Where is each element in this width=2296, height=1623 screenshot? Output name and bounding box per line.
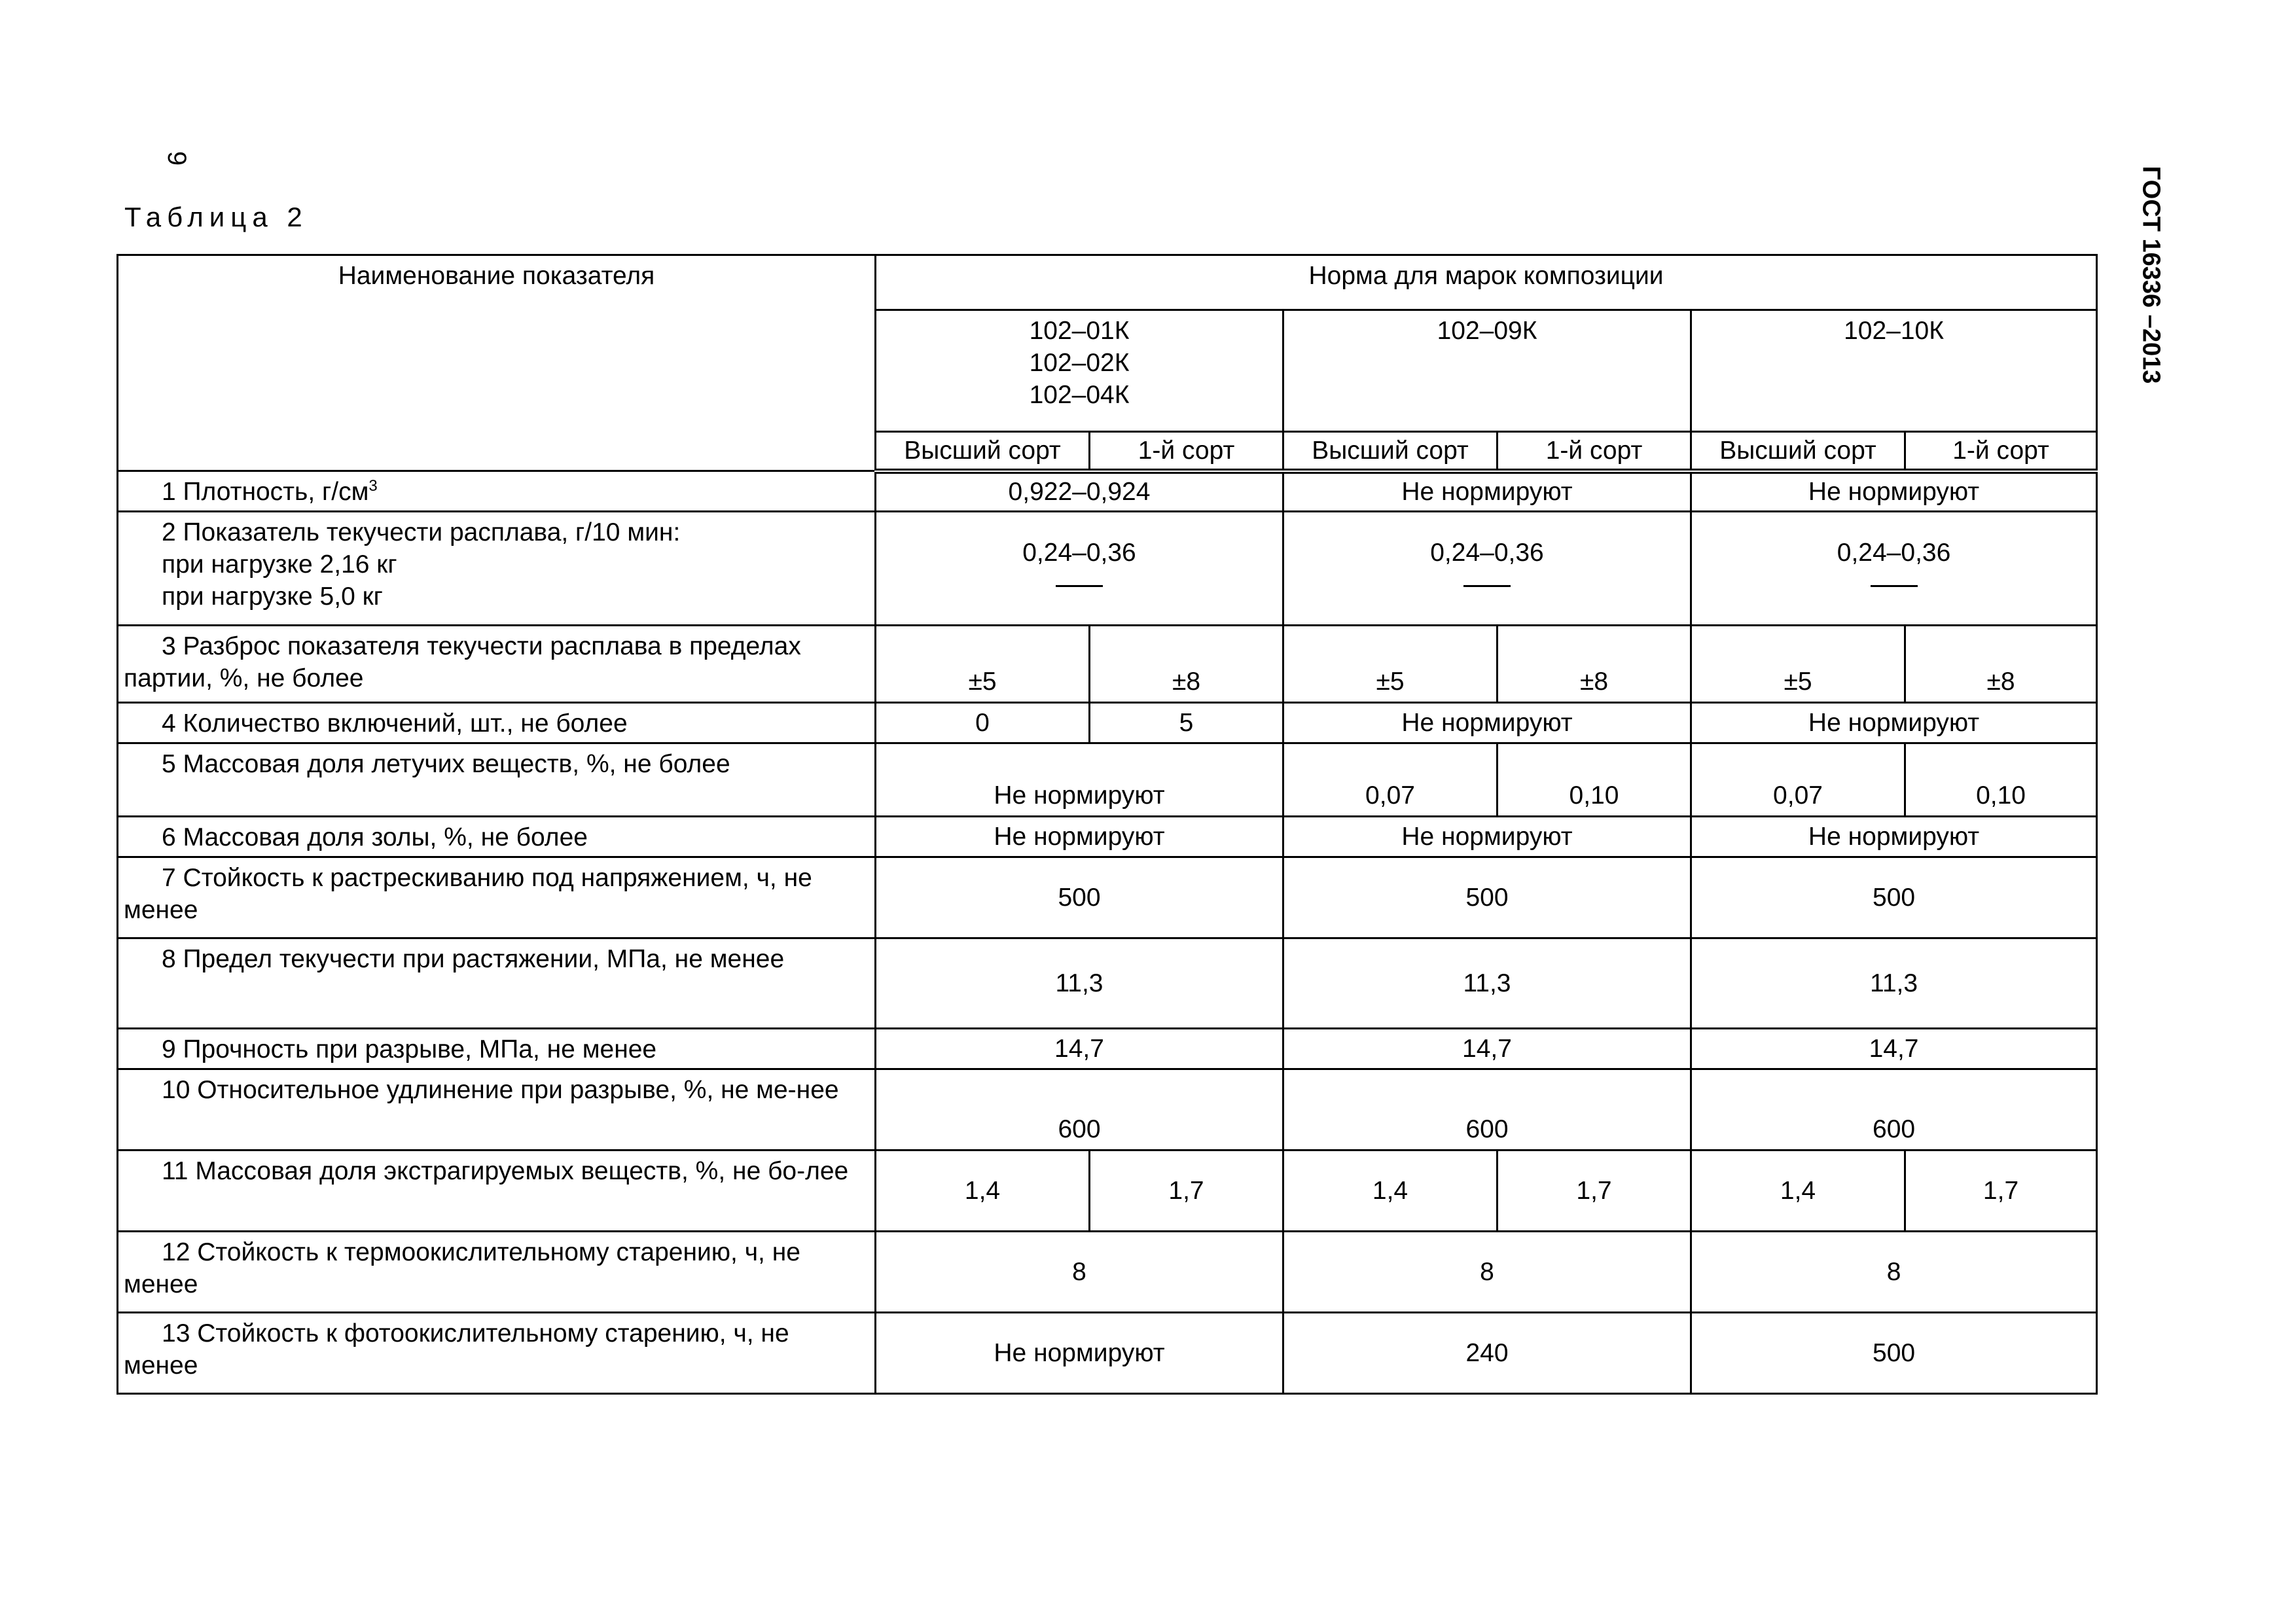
table-row	[118, 1313, 2097, 1394]
header-indicator: Наименование показателя	[118, 255, 876, 471]
sort-first-label: 1-й сорт	[1905, 432, 2097, 471]
value-cell: Не нормируют	[1283, 471, 1691, 512]
value-cell: Не нормируют	[876, 817, 1283, 857]
table-row	[118, 1232, 2097, 1313]
value-cell: 5	[1090, 703, 1283, 743]
value-cell: 240	[1283, 1313, 1691, 1394]
row-label: 12 Стойкость к термоокислительному старению, ч, не менее	[118, 1232, 876, 1313]
row-label: 9 Прочность при разрыве, МПа, не менее	[118, 1029, 876, 1069]
table-row	[118, 817, 2097, 857]
value-cell: 0,10	[1905, 743, 2097, 817]
table-row	[118, 471, 2097, 512]
value-cell: 0,07	[1283, 743, 1498, 817]
table-row	[118, 512, 2097, 626]
value-cell: Не нормируют	[876, 1313, 1283, 1394]
properties-table	[117, 254, 2098, 1395]
header-grade-group-2	[1283, 310, 1691, 432]
value-cell: 600	[1691, 1069, 2097, 1150]
table-row	[118, 938, 2097, 1029]
row-label: 10 Относительное удлинение при разрыве, %, не ме-нее	[118, 1069, 876, 1150]
value-cell: 8	[1283, 1232, 1691, 1313]
grade-label: 102–01К	[1029, 317, 1130, 345]
value-cell: 8	[876, 1232, 1283, 1313]
sort-top-label: Высший сорт	[876, 432, 1090, 471]
value-cell: 0,07	[1691, 743, 1905, 817]
value-cell: 1,7	[1498, 1150, 1691, 1232]
sort-top-label: Высший сорт	[1283, 432, 1498, 471]
row-label: 11 Массовая доля экстрагируемых веществ, %, не бо-лее	[118, 1150, 876, 1232]
grade-label: 102–10К	[1844, 317, 1944, 345]
dash-mark	[1056, 585, 1103, 587]
header-grade-group-3	[1691, 310, 2097, 432]
value-cell: 500	[1283, 857, 1691, 938]
value-cell: 8	[1691, 1232, 2097, 1313]
row-label: 3 Разброс показателя текучести расплава в пределах партии, %, не более	[118, 626, 876, 703]
value-cell: 600	[1283, 1069, 1691, 1150]
grade-label: 102–02К	[1029, 349, 1130, 377]
value-cell: Не нормируют	[1691, 471, 2097, 512]
value-cell: 0,24–0,36	[1691, 512, 2097, 626]
row-label: 8 Предел текучести при растяжении, МПа, не менее	[118, 938, 876, 1029]
value-cell: ±8	[1090, 626, 1283, 703]
row-label: 7 Стойкость к растрескиванию под напряжением, ч, не менее	[118, 857, 876, 938]
value-cell: 0,24–0,36	[876, 512, 1283, 626]
row-label: 2 Показатель текучести расплава, г/10 мин: при нагрузке 2,16 кг при нагрузке 5,0 кг	[118, 512, 876, 626]
value-cell: 0,24–0,36	[1283, 512, 1691, 626]
grade-label: 102–04К	[1029, 381, 1130, 409]
table-row	[118, 857, 2097, 938]
row-label: 13 Стойкость к фотоокислительному старению, ч, не менее	[118, 1313, 876, 1394]
row-label: 6 Массовая доля золы, %, не более	[118, 817, 876, 857]
sort-first-label: 1-й сорт	[1090, 432, 1283, 471]
table-row	[118, 1150, 2097, 1232]
value-cell: 0,922–0,924	[876, 471, 1283, 512]
value-cell: ±5	[1691, 626, 1905, 703]
value-cell: 14,7	[1691, 1029, 2097, 1069]
value-cell: Не нормируют	[1691, 817, 2097, 857]
value-cell: ±5	[876, 626, 1090, 703]
table-caption: Таблица 2	[124, 202, 308, 232]
value-cell: 14,7	[1283, 1029, 1691, 1069]
sort-top-label: Высший сорт	[1691, 432, 1905, 471]
grade-label: 102–09К	[1437, 317, 1537, 345]
table-row	[118, 1069, 2097, 1150]
value-cell: 14,7	[876, 1029, 1283, 1069]
header-row-norm	[118, 255, 2097, 310]
value-cell: 1,4	[876, 1150, 1090, 1232]
dash-mark	[1463, 585, 1511, 587]
value-cell: 0,10	[1498, 743, 1691, 817]
value-cell: 1,4	[1691, 1150, 1905, 1232]
value-cell: 500	[876, 857, 1283, 938]
value-cell: Не нормируют	[1691, 703, 2097, 743]
row-label: 4 Количество включений, шт., не более	[118, 703, 876, 743]
value-cell: 500	[1691, 1313, 2097, 1394]
value-cell: 1,7	[1090, 1150, 1283, 1232]
sort-first-label: 1-й сорт	[1498, 432, 1691, 471]
value-cell: Не нормируют	[1283, 817, 1691, 857]
header-grade-group-1	[876, 310, 1283, 432]
value-cell: Не нормируют	[876, 743, 1283, 817]
value-cell: 0	[876, 703, 1090, 743]
value-cell: ±5	[1283, 626, 1498, 703]
table-row	[118, 743, 2097, 817]
value-cell: ±8	[1498, 626, 1691, 703]
value-cell: 1,4	[1283, 1150, 1498, 1232]
table-row	[118, 1029, 2097, 1069]
value-cell: ±8	[1905, 626, 2097, 703]
row-label: 1 Плотность, $г/см^3$	[118, 471, 876, 512]
value-cell: 11,3	[876, 938, 1283, 1029]
table-row	[118, 626, 2097, 703]
page-number: 9	[162, 151, 192, 166]
header-norm: Норма для марок композиции	[876, 255, 2097, 310]
value-cell: 1,7	[1905, 1150, 2097, 1232]
value-cell: 500	[1691, 857, 2097, 938]
value-cell: 11,3	[1283, 938, 1691, 1029]
value-cell: Не нормируют	[1283, 703, 1691, 743]
row-label: 5 Массовая доля летучих веществ, %, не более	[118, 743, 876, 817]
dash-mark	[1871, 585, 1918, 587]
standard-designation: ГОСТ 16336 –2013	[2137, 166, 2165, 384]
value-cell: 11,3	[1691, 938, 2097, 1029]
value-cell: 600	[876, 1069, 1283, 1150]
table-row	[118, 703, 2097, 743]
